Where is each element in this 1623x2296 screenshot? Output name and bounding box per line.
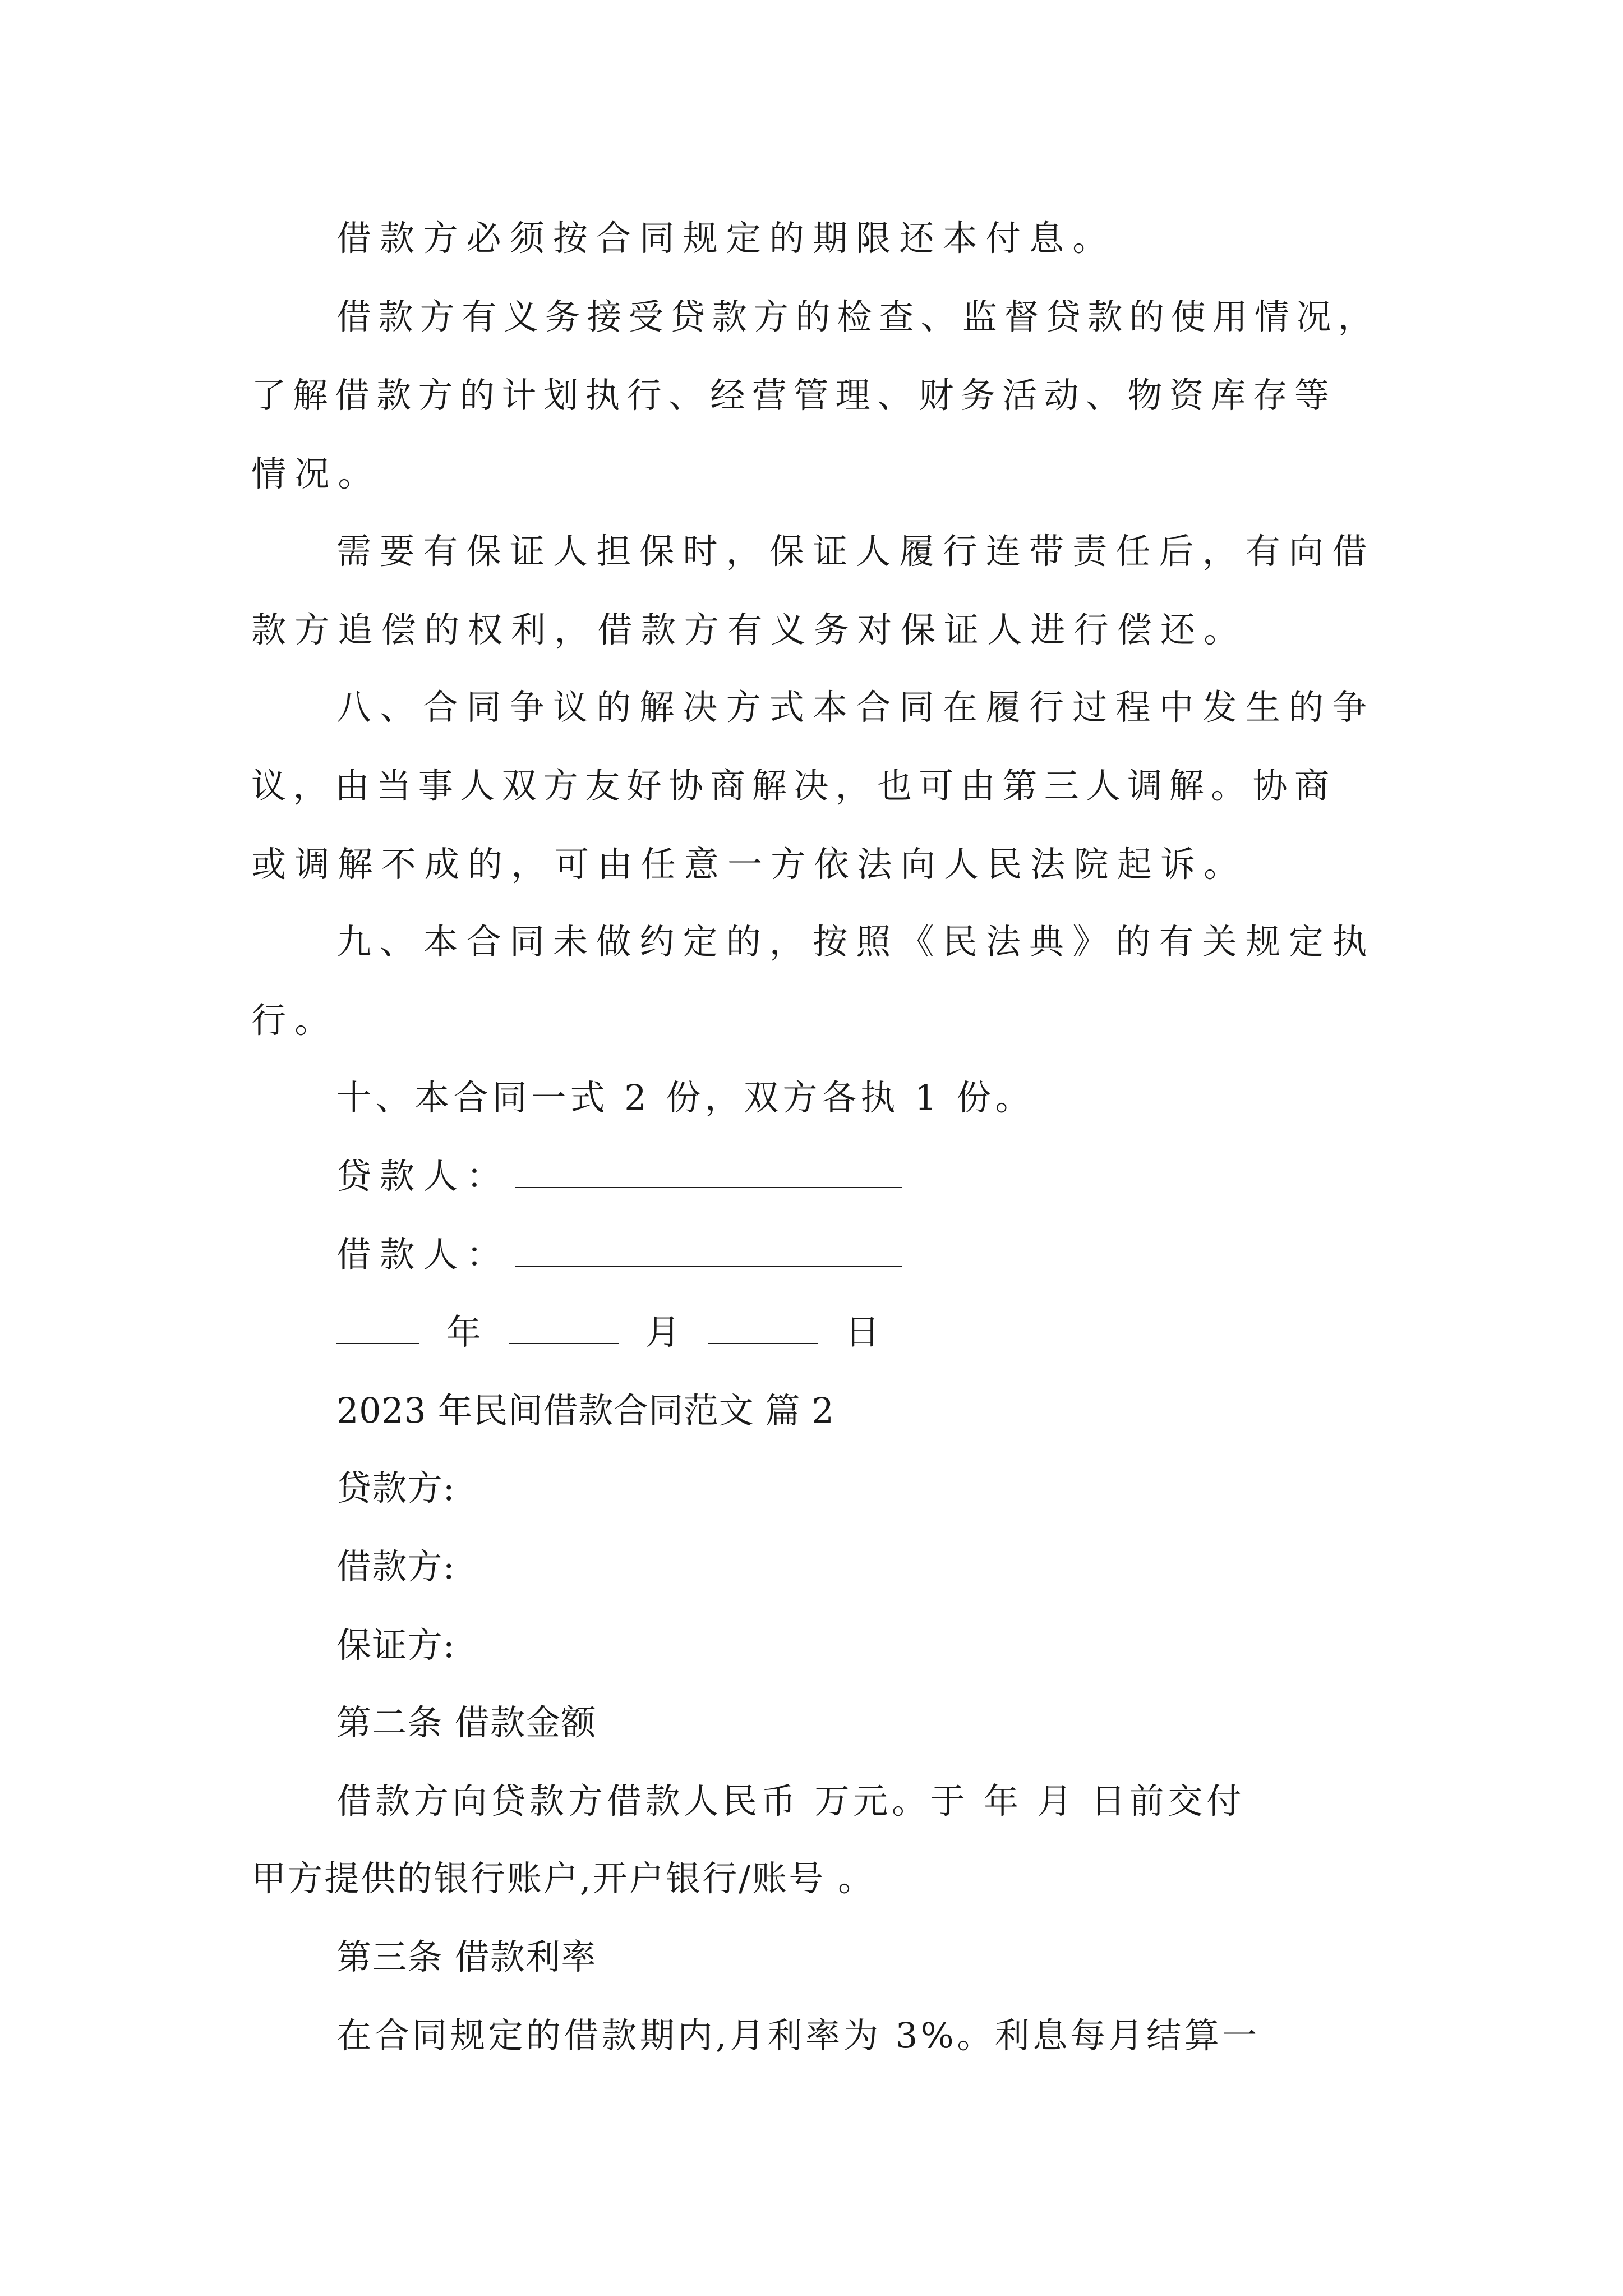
date-year-label: 年 bbox=[446, 1312, 481, 1352]
paragraph-line: 或调解不成的，可由任意一方依法向人民法院起诉。 bbox=[251, 844, 1247, 885]
article-3-line: 在合同规定的借款期内,月利率为 3%。利息每月结算一 bbox=[336, 2015, 1260, 2056]
party-lender: 贷款方: bbox=[336, 1467, 455, 1508]
year-blank bbox=[336, 1340, 419, 1344]
paragraph-line: 八、合同争议的解决方式本合同在履行过程中发生的争 bbox=[336, 687, 1376, 728]
lender-label: 贷款人： bbox=[336, 1156, 510, 1197]
date-line bbox=[336, 1310, 880, 1355]
borrower-signature bbox=[336, 1232, 902, 1277]
paragraph-line: 款方追偿的权利，借款方有义务对保证人进行偿还。 bbox=[251, 609, 1247, 650]
borrower-signature-line bbox=[515, 1262, 902, 1267]
paragraph-line: 行。 bbox=[251, 1000, 338, 1041]
day-blank bbox=[708, 1340, 818, 1344]
paragraph-line: 九、本合同未做约定的，按照《民法典》的有关规定执 bbox=[336, 921, 1376, 962]
lender-signature-line bbox=[515, 1184, 902, 1188]
article-2-line: 甲方提供的银行账户,开户银行/账号 。 bbox=[251, 1858, 875, 1899]
party-guarantor: 保证方: bbox=[336, 1625, 455, 1665]
paragraph-line: 借款方必须按合同规定的期限还本付息。 bbox=[336, 218, 1116, 259]
paragraph-line: 议，由当事人双方友好协商解决，也可由第三人调解。协商 bbox=[251, 765, 1336, 806]
paragraph-line: 了解借款方的计划执行、经营管理、财务活动、物资库存等 bbox=[251, 375, 1336, 416]
party-borrower: 借款方: bbox=[336, 1546, 455, 1587]
month-blank bbox=[509, 1340, 619, 1344]
section-title: 2023 年民间借款合同范文 篇 2 bbox=[336, 1390, 834, 1431]
lender-signature bbox=[336, 1154, 902, 1199]
paragraph-line: 十、本合同一式 2 份，双方各执 1 份。 bbox=[336, 1077, 1034, 1118]
paragraph-line: 需要有保证人担保时，保证人履行连带责任后，有向借 bbox=[336, 531, 1376, 572]
article-2-line: 借款方向贷款方借款人民币 万元。于 年 月 日前交付 bbox=[336, 1780, 1246, 1821]
borrower-label: 借款人： bbox=[336, 1234, 510, 1275]
date-month-label: 月 bbox=[645, 1312, 681, 1352]
article-2-title: 第二条 借款金额 bbox=[336, 1702, 597, 1743]
article-3-title: 第三条 借款利率 bbox=[336, 1936, 597, 1977]
paragraph-line: 借款方有义务接受贷款方的检查、监督贷款的使用情况， bbox=[336, 296, 1380, 337]
date-day-label: 日 bbox=[845, 1312, 880, 1352]
paragraph-line: 情况。 bbox=[251, 453, 381, 494]
